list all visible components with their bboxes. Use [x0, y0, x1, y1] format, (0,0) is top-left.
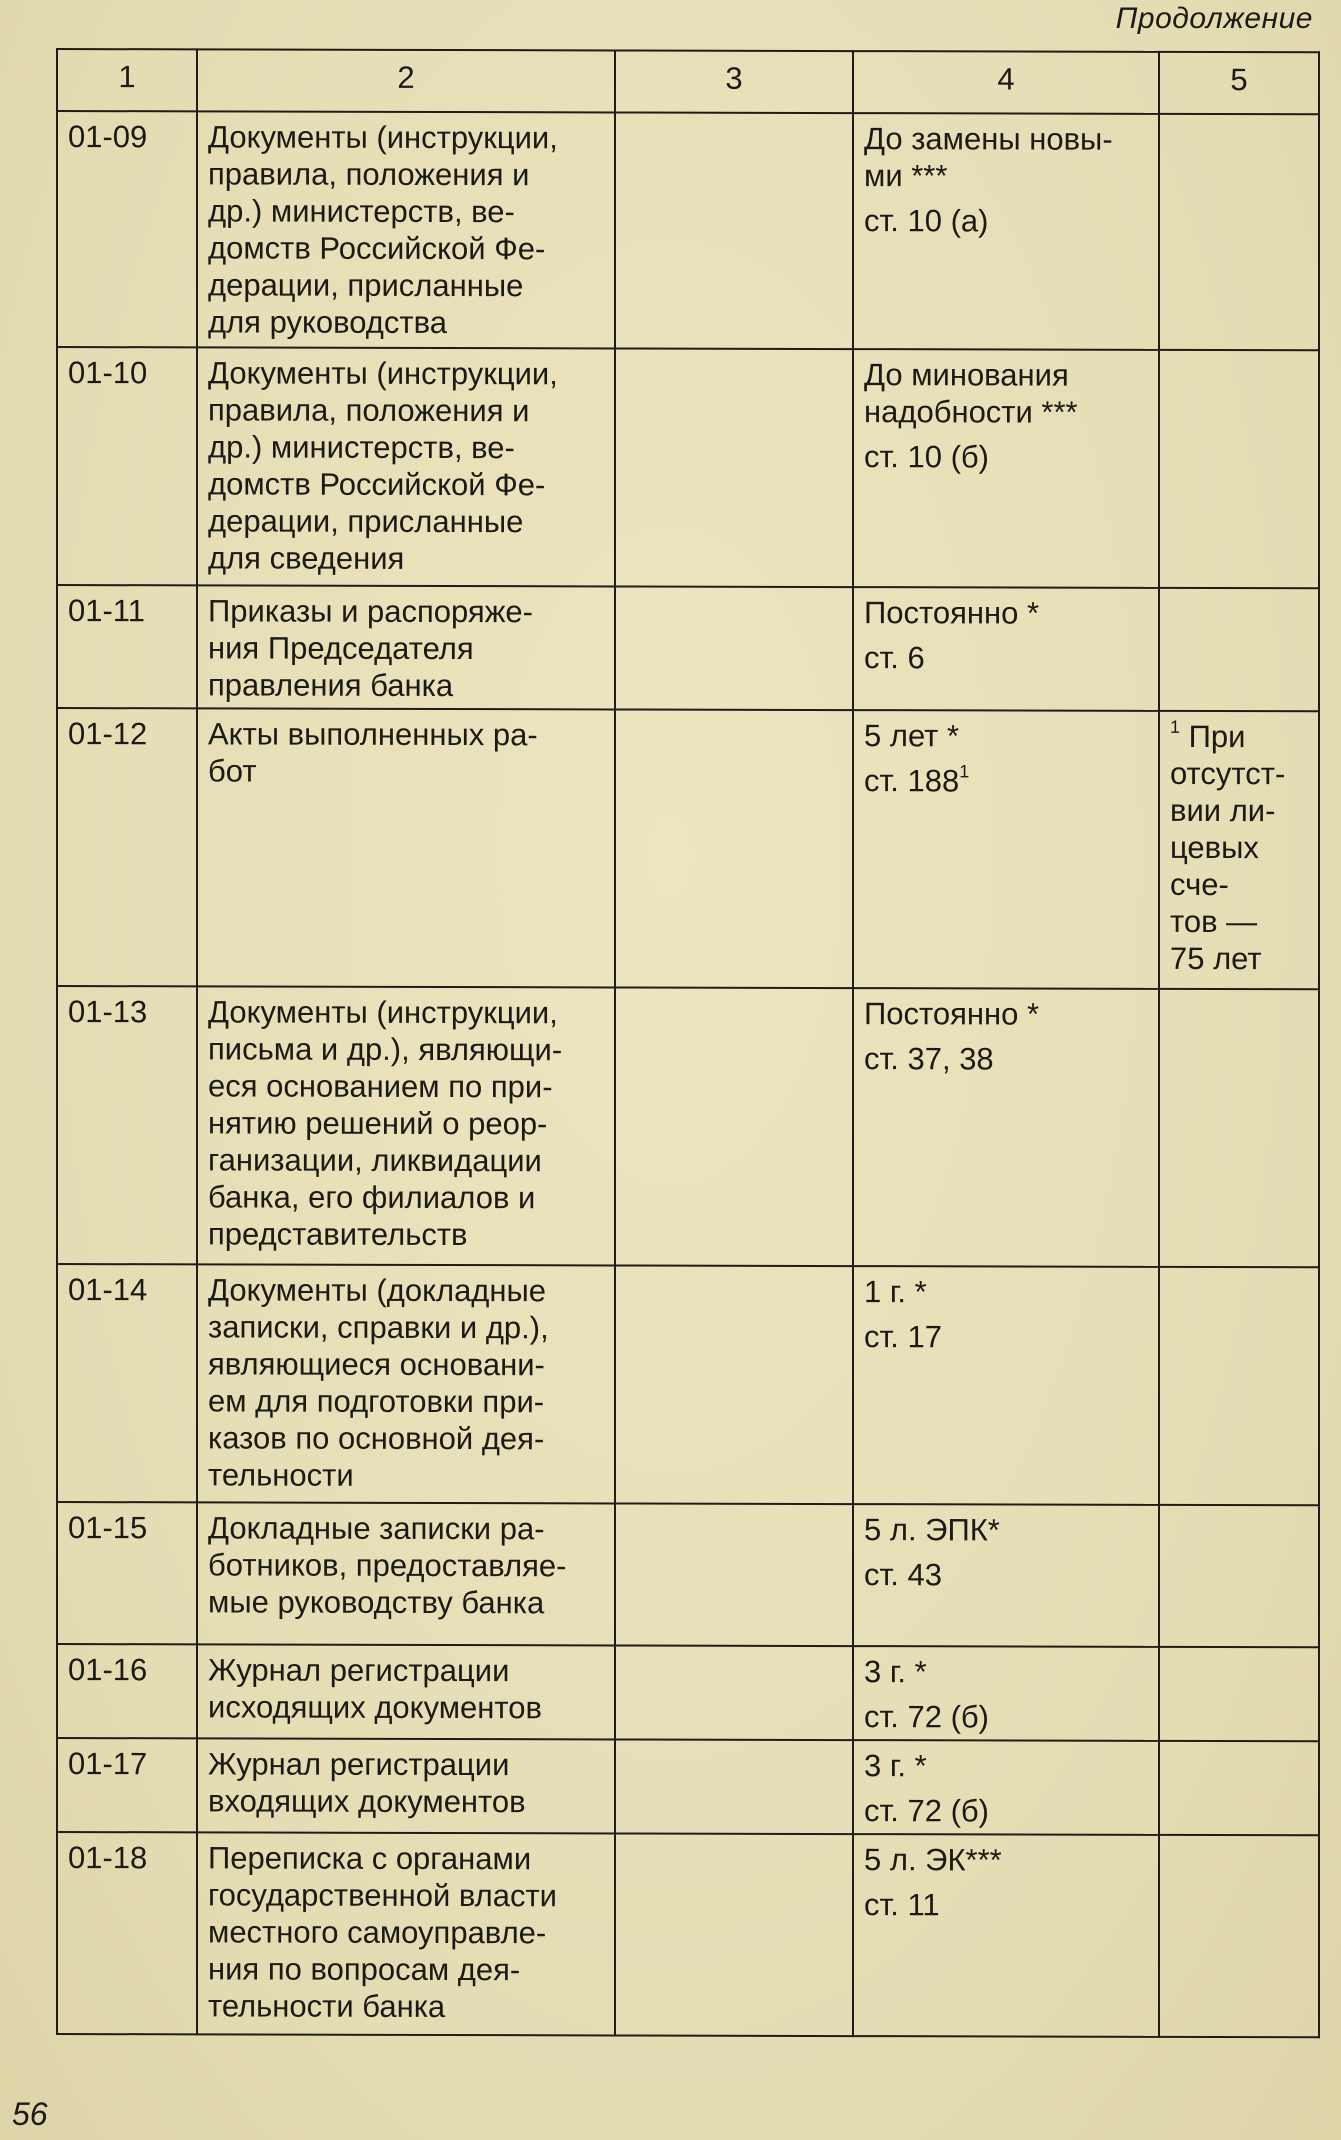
title-line: Докладные записки ра-	[208, 1510, 545, 1547]
term-text: Постоянно *	[864, 996, 1040, 1032]
row-title	[197, 708, 615, 987]
term-text: 5 л. ЭПК*	[864, 1512, 1000, 1548]
title-line: домств Российской Фе-	[208, 466, 546, 503]
row-term	[853, 1266, 1159, 1505]
title-line: записки, справки и др.),	[208, 1309, 549, 1346]
row-code: 01-15	[57, 1502, 197, 1644]
title-line: исходящих документов	[208, 1689, 542, 1726]
term-text-cont: ми ***	[864, 158, 948, 194]
term-text: До замены новы-	[864, 121, 1113, 157]
title-line: местного самоуправле-	[208, 1914, 547, 1951]
title-line: являющиеся основани-	[208, 1346, 545, 1383]
row-col3	[615, 1503, 853, 1646]
title-line: правила, положения и	[208, 392, 530, 429]
column-header-5: 5	[1159, 52, 1319, 114]
row-note	[1159, 1505, 1319, 1647]
title-line: Переписка с органами	[208, 1840, 532, 1877]
row-note	[1159, 711, 1319, 989]
table-row	[57, 111, 1319, 350]
footnote-mark: 1	[959, 761, 970, 782]
row-title	[197, 1738, 615, 1833]
title-line: тельности	[208, 1457, 354, 1493]
term-text-cont: надобности ***	[864, 394, 1078, 430]
title-line: представительств	[208, 1216, 468, 1253]
title-line: Документы (инструкции,	[208, 355, 558, 392]
row-term	[853, 1834, 1159, 2037]
term-text: 5 л. ЭК***	[864, 1842, 1002, 1878]
term-text: 1 г. *	[864, 1274, 927, 1310]
article-ref: ст. 72 (б)	[864, 1793, 989, 1829]
row-title	[197, 1644, 615, 1739]
note-line: сче-	[1170, 866, 1229, 903]
article-ref	[864, 762, 1148, 800]
row-title	[197, 986, 615, 1265]
row-note	[1159, 1647, 1319, 1741]
row-code: 01-11	[57, 585, 197, 708]
row-term	[853, 1646, 1159, 1741]
title-line: др.) министерств, ве-	[208, 429, 515, 466]
title-line: Документы (инструкции,	[208, 119, 558, 156]
title-line: банка, его филиалов и	[208, 1179, 536, 1216]
row-title	[197, 585, 615, 709]
title-line: ния Председателя	[208, 630, 474, 667]
table-row	[57, 1502, 1319, 1647]
title-line: Акты выполненных ра-	[208, 716, 538, 753]
note-line	[1170, 718, 1308, 755]
title-line: входящих документов	[208, 1783, 526, 1820]
row-code: 01-16	[57, 1644, 197, 1738]
row-col3	[615, 348, 853, 587]
article-number: ст. 188	[864, 763, 960, 799]
row-term	[853, 113, 1159, 350]
note-line: вии ли-	[1170, 792, 1276, 829]
title-line: Журнал регистрации	[208, 1652, 510, 1689]
row-term	[853, 1504, 1159, 1647]
row-col3	[615, 1645, 853, 1740]
article-ref: ст. 11	[864, 1887, 940, 1923]
column-header-2: 2	[197, 49, 615, 112]
row-col3	[615, 987, 853, 1266]
title-line: для руководства	[208, 304, 447, 341]
row-title	[197, 1264, 615, 1503]
row-col3	[615, 709, 853, 988]
row-note	[1159, 1267, 1319, 1505]
row-note	[1159, 350, 1319, 588]
term-text: 5 лет *	[864, 718, 960, 754]
title-line: еся основанием по при-	[208, 1068, 553, 1105]
title-line: государственной власти	[208, 1877, 557, 1914]
term-text: 3 г. *	[864, 1654, 927, 1690]
row-note	[1159, 114, 1319, 350]
table-header-row	[57, 49, 1319, 114]
row-code: 01-17	[57, 1738, 197, 1832]
title-line: Журнал регистрации	[208, 1746, 510, 1783]
row-term	[853, 587, 1159, 711]
title-line: для сведения	[208, 540, 405, 576]
title-line: домств Российской Фе-	[208, 230, 546, 267]
row-col3	[615, 586, 853, 710]
note-line: отсутст-	[1170, 755, 1286, 792]
article-ref: ст. 10 (а)	[864, 203, 989, 239]
table-row	[57, 1832, 1319, 2037]
column-header-3: 3	[615, 50, 853, 113]
title-line: правления банка	[208, 667, 454, 704]
article-ref: ст. 10 (б)	[864, 439, 989, 475]
row-note	[1159, 1741, 1319, 1835]
row-note	[1159, 588, 1319, 711]
title-line: дерации, присланные	[208, 503, 524, 540]
title-line: тельности банка	[208, 1988, 446, 2025]
article-ref: ст. 37, 38	[864, 1041, 994, 1077]
article-ref: ст. 72 (б)	[864, 1699, 989, 1735]
column-header-1: 1	[57, 49, 197, 111]
title-line: ганизации, ликвидации	[208, 1142, 542, 1179]
title-line: дерации, присланные	[208, 267, 524, 304]
term-text: Постоянно *	[864, 595, 1040, 631]
term-text: 3 г. *	[864, 1748, 927, 1784]
note-text: При	[1188, 718, 1246, 755]
title-line: др.) министерств, ве-	[208, 193, 515, 230]
row-code: 01-18	[57, 1832, 197, 2034]
row-code: 01-14	[57, 1264, 197, 1502]
continuation-label: Продолжение	[1115, 2, 1313, 35]
article-ref: ст. 6	[864, 640, 925, 676]
title-line: ния по вопросам дея-	[208, 1951, 521, 1988]
row-code: 01-10	[57, 347, 197, 585]
note-line: тов —	[1170, 903, 1258, 940]
note-line: 75 лет	[1170, 940, 1262, 977]
row-col3	[615, 1739, 853, 1834]
footnote-mark: 1	[1170, 716, 1181, 737]
table-row	[57, 347, 1319, 588]
row-note	[1159, 1835, 1319, 2037]
table-row	[57, 986, 1319, 1267]
row-term	[853, 349, 1159, 588]
retention-table	[56, 48, 1320, 2038]
article-ref: ст. 43	[864, 1557, 942, 1593]
title-line: ем для подготовки при-	[208, 1383, 545, 1420]
row-code: 01-12	[57, 708, 197, 986]
table-row	[57, 1738, 1319, 1835]
row-term	[853, 988, 1159, 1267]
row-code: 01-09	[57, 111, 197, 347]
title-line: бот	[208, 753, 257, 789]
row-note	[1159, 989, 1319, 1267]
row-col3	[615, 1265, 853, 1504]
row-col3	[615, 1833, 853, 2036]
title-line: нятию решений о реор-	[208, 1105, 548, 1142]
title-line: письма и др.), являющи-	[208, 1031, 563, 1068]
title-line: казов по основной дея-	[208, 1420, 545, 1457]
note-line: цевых	[1170, 829, 1259, 866]
title-line: Приказы и распоряже-	[208, 593, 534, 630]
term-text: До минования	[864, 357, 1069, 393]
row-title	[197, 347, 615, 586]
article-ref: ст. 17	[864, 1319, 942, 1355]
column-header-4: 4	[853, 51, 1159, 114]
title-line: мые руководству банка	[208, 1584, 545, 1621]
row-col3	[615, 112, 853, 349]
title-line: Документы (инструкции,	[208, 994, 558, 1031]
page-number: 56	[12, 2096, 48, 2132]
table-row	[57, 585, 1319, 711]
table-row	[57, 1264, 1319, 1505]
row-title	[197, 1502, 615, 1645]
row-code: 01-13	[57, 986, 197, 1264]
title-line: Документы (докладные	[208, 1272, 547, 1309]
row-title	[197, 1832, 615, 2035]
row-term	[853, 1740, 1159, 1835]
title-line: ботников, предоставляе-	[208, 1547, 567, 1584]
table-row	[57, 1644, 1319, 1741]
table-row	[57, 708, 1319, 989]
title-line: правила, положения и	[208, 156, 530, 193]
row-term	[853, 710, 1159, 989]
row-title	[197, 111, 615, 348]
